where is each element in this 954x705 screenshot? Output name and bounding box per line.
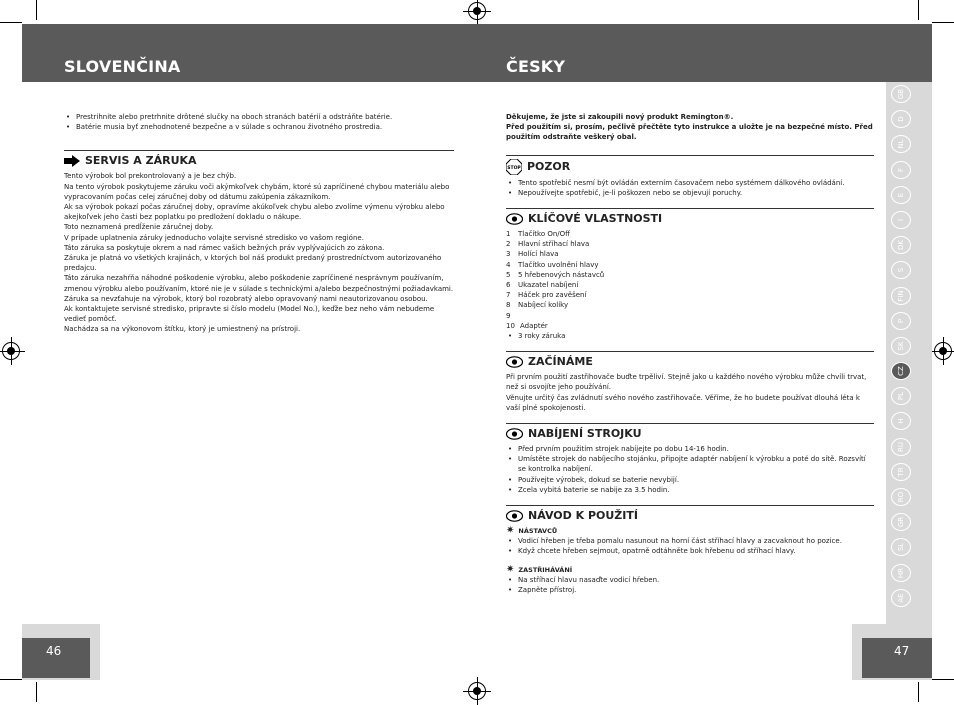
language-tab-hr[interactable]: HR [891,564,911,582]
list-item: • Nepoužívejte spotřebič, je-li poškozen nebo se objevují poruchy. [506,188,874,198]
list-item: • Umístěte strojek do nabíjecího stojánku, připojte adaptér nabíjení k výrobku a poté do sítě. Rozsvítí se kontrolka nabíjení. [506,454,874,474]
language-tab-dk[interactable]: DK [891,236,911,254]
section-title: NABÍJENÍ STROJKU [506,427,874,441]
language-tab-sl[interactable]: SL [891,538,911,556]
language-tab-ae[interactable]: AE [891,589,911,607]
crop-mark [918,0,919,20]
svg-text:STOP: STOP [507,165,521,171]
stop-icon [506,159,522,175]
language-tab-s[interactable]: S [891,261,911,279]
list-item: • Když chcete hřeben sejmout, opatrně odtáhněte bok hřebenu od stříhací hlavy. [506,546,874,556]
registration-mark [468,2,486,20]
list-item: 4 Tlačítko uvolnění hlavy [506,260,599,269]
subsection-title: ✷ NÁSTAVCŮ [506,525,558,537]
caution-section [506,155,874,198]
language-tab-d[interactable]: D [891,110,911,128]
language-tab-ru[interactable]: RU [891,438,911,456]
arrow-right-icon [64,155,80,167]
section-title: KLÍČOVÉ VLASTNOSTI [506,212,874,226]
language-tab-cz[interactable]: CZ [891,362,911,380]
list-item: 9 [506,311,511,320]
service-section [64,150,454,334]
list-item: 8 Nabíjecí kolíky [506,301,569,310]
section-title: STOP POZOR [507,159,571,173]
page-title-left: SLOVENČINA [64,57,181,76]
list-item: • Prestrihnite alebo pretrhnite drôtené slučky na oboch stranách batérií a odstráňte batérie. [64,112,454,122]
list-item: • Používejte výrobek, dokud se baterie nevybijí. [506,475,874,485]
registration-mark [2,342,20,360]
instructions-section [506,505,874,595]
list-item: 2 Hlavní stříhací hlava [506,240,590,249]
list-item: • Batérie musia byť znehodnotené bezpečne a v súlade s ochranou životného prostredia. [64,122,454,132]
star-icon: ✷ [506,563,515,575]
list-item: • Zapněte přístroj. [506,585,874,595]
list-item: • Vodicí hřeben je třeba pomalu nasunout na horní část stříhací hlavy a zacvaknout ho pozice. [506,536,874,546]
language-tab-gr[interactable]: GR [891,513,911,531]
getting-started-section: ZAČÍNÁME Při prvním použití zastřihovače buďte trpěliví. Stejně jako u každého nového výrobku může chvíli trvat, než si osvojíte jeho používání. Věnujte určitý čas zvládnutí svého nového zastřihovače. Věříme, že ho budete používat dlouhá léta k vaší plné spokojenosti. [506,351,874,413]
eye-icon [506,510,523,522]
language-tab-f[interactable]: F [891,161,911,179]
section-title: SERVIS A ZÁRUKA [64,154,454,168]
language-tab-nl[interactable]: NL [891,135,911,153]
list-item: 1 Tlačítko On/Off [506,230,570,239]
intro-bullets [64,112,454,132]
page-title-right: ČESKY [506,57,566,76]
crop-mark [36,682,37,702]
eye-icon [506,356,523,368]
list-item: 3 Holící hlava [506,250,559,259]
crop-mark [0,679,22,680]
list-item: 6 Ukazatel nabíjení [506,281,579,290]
attachments-list [506,536,874,556]
crop-mark [932,679,954,680]
eye-icon [506,428,523,440]
crop-mark [918,682,919,702]
intro-text: Děkujeme, že jste si zakoupili nový produkt Remington®. Před použitím si, prosím, pečlivě přečtěte tyto instrukce a uložte je na bezpečné místo. Před použitím odstraňte veškerý obal. [506,113,873,142]
language-tab-tr[interactable]: TR [891,463,911,481]
language-tabs [892,84,912,613]
crop-mark [36,0,37,20]
footer-right [862,638,932,678]
page-number-left: 46 [46,644,62,658]
charging-list [506,444,874,495]
star-icon: ✷ [506,525,515,537]
language-tab-pl[interactable]: PL [891,387,911,405]
left-column [64,112,454,335]
caution-list [506,178,874,198]
crop-mark [0,22,22,23]
list-item: • Na stříhací hlavu nasaďte vodicí hřeben. [506,575,874,585]
language-tab-ro[interactable]: RO [891,488,911,506]
language-tab-i[interactable]: I [891,211,911,229]
list-item: • Zcela vybitá baterie se nabije za 3.5 hodin. [506,485,874,495]
language-tab-sk[interactable]: SK [891,337,911,355]
features-section [506,208,874,341]
crop-mark [932,22,954,23]
list-item: 10 Adaptér [506,321,548,330]
eye-icon [506,213,523,225]
section-title: NÁVOD K POUŽITÍ [506,509,874,523]
language-tab-fin[interactable]: FIN [891,287,911,305]
service-text: Tento výrobok bol prekontrolovaný a je bez chýb. Na tento výrobok poskytujeme záruku voči akýmkoľvek chybám, ktoré sú zapríčinené chybou materiálu alebo vypracovaním počas celej záručnej doby od dátumu zakúpenia zákazníkom. Ak sa výrobok pokazí počas záručnej doby, opravíme akúkoľvek chybu alebo zvolíme výmenu výrobku alebo akejkoľvek jeho časti bez poplatku po predložení dokladu o nákupe. Toto neznamená predĺženie záručnej doby. V prípade uplatnenia záruky jednoducho volajte servisné stredisko vo vašom regióne. Táto záruka sa poskytuje okrem a nad rámec vašich bežných práv vyplývajúcich zo zákona. Záruka je platná vo všetkých krajinách, v ktorých bol náš produkt predaný prostredníctvom autorizovaného predajcu. Táto záruka nezahŕňa náhodné poškodenie výrobku, alebo poškodenie zapríčinené nesprávnym používaním, zmenou výrobku alebo používaním, ktoré nie je v súlade s technickými a/alebo bezpečnostnými požiadavkami. Záruka sa nevzťahuje na výrobok, ktorý bol rozobratý alebo opravovaný nami neautorizovanou osobou. Ak kontaktujete servisné stredisko, pripravte si číslo modelu (Model No.), keďže bez neho vám nebudeme vedieť pomôcť. Nachádza sa na výkonovom štítku, ktorý je umiestnený na prístroji. [64,172,454,334]
features-list [506,229,874,331]
list-item: 5 5 hřebenových nástavců [506,270,605,279]
footer-left [22,638,90,678]
language-tab-gb[interactable]: GB [891,85,911,103]
language-tab-e[interactable]: E [891,186,911,204]
trimming-list [506,575,874,595]
page-number-right: 47 [894,644,910,658]
list-item: • Tento spotřebič nesmí být ovládán externím časovačem nebo systémem dálkového ovládání. [506,178,874,188]
registration-mark [934,342,952,360]
header-right [478,24,932,82]
section-title: ZAČÍNÁME [506,355,874,369]
list-item: 7 Háček pro zavěšení [506,291,587,300]
language-tab-h[interactable]: H [891,412,911,430]
header-left [22,24,478,82]
list-item: • 3 roky záruka [506,331,874,341]
language-tab-p[interactable]: P [891,312,911,330]
right-column [506,112,874,595]
features-bullets [506,331,874,341]
charging-section [506,423,874,495]
registration-mark [468,682,486,700]
list-item: • Před prvním použitím strojek nabíjejte po dobu 14-16 hodin. [506,444,874,454]
subsection-title: ✷ ZASTŘIHÁVÁNÍ [506,563,573,575]
